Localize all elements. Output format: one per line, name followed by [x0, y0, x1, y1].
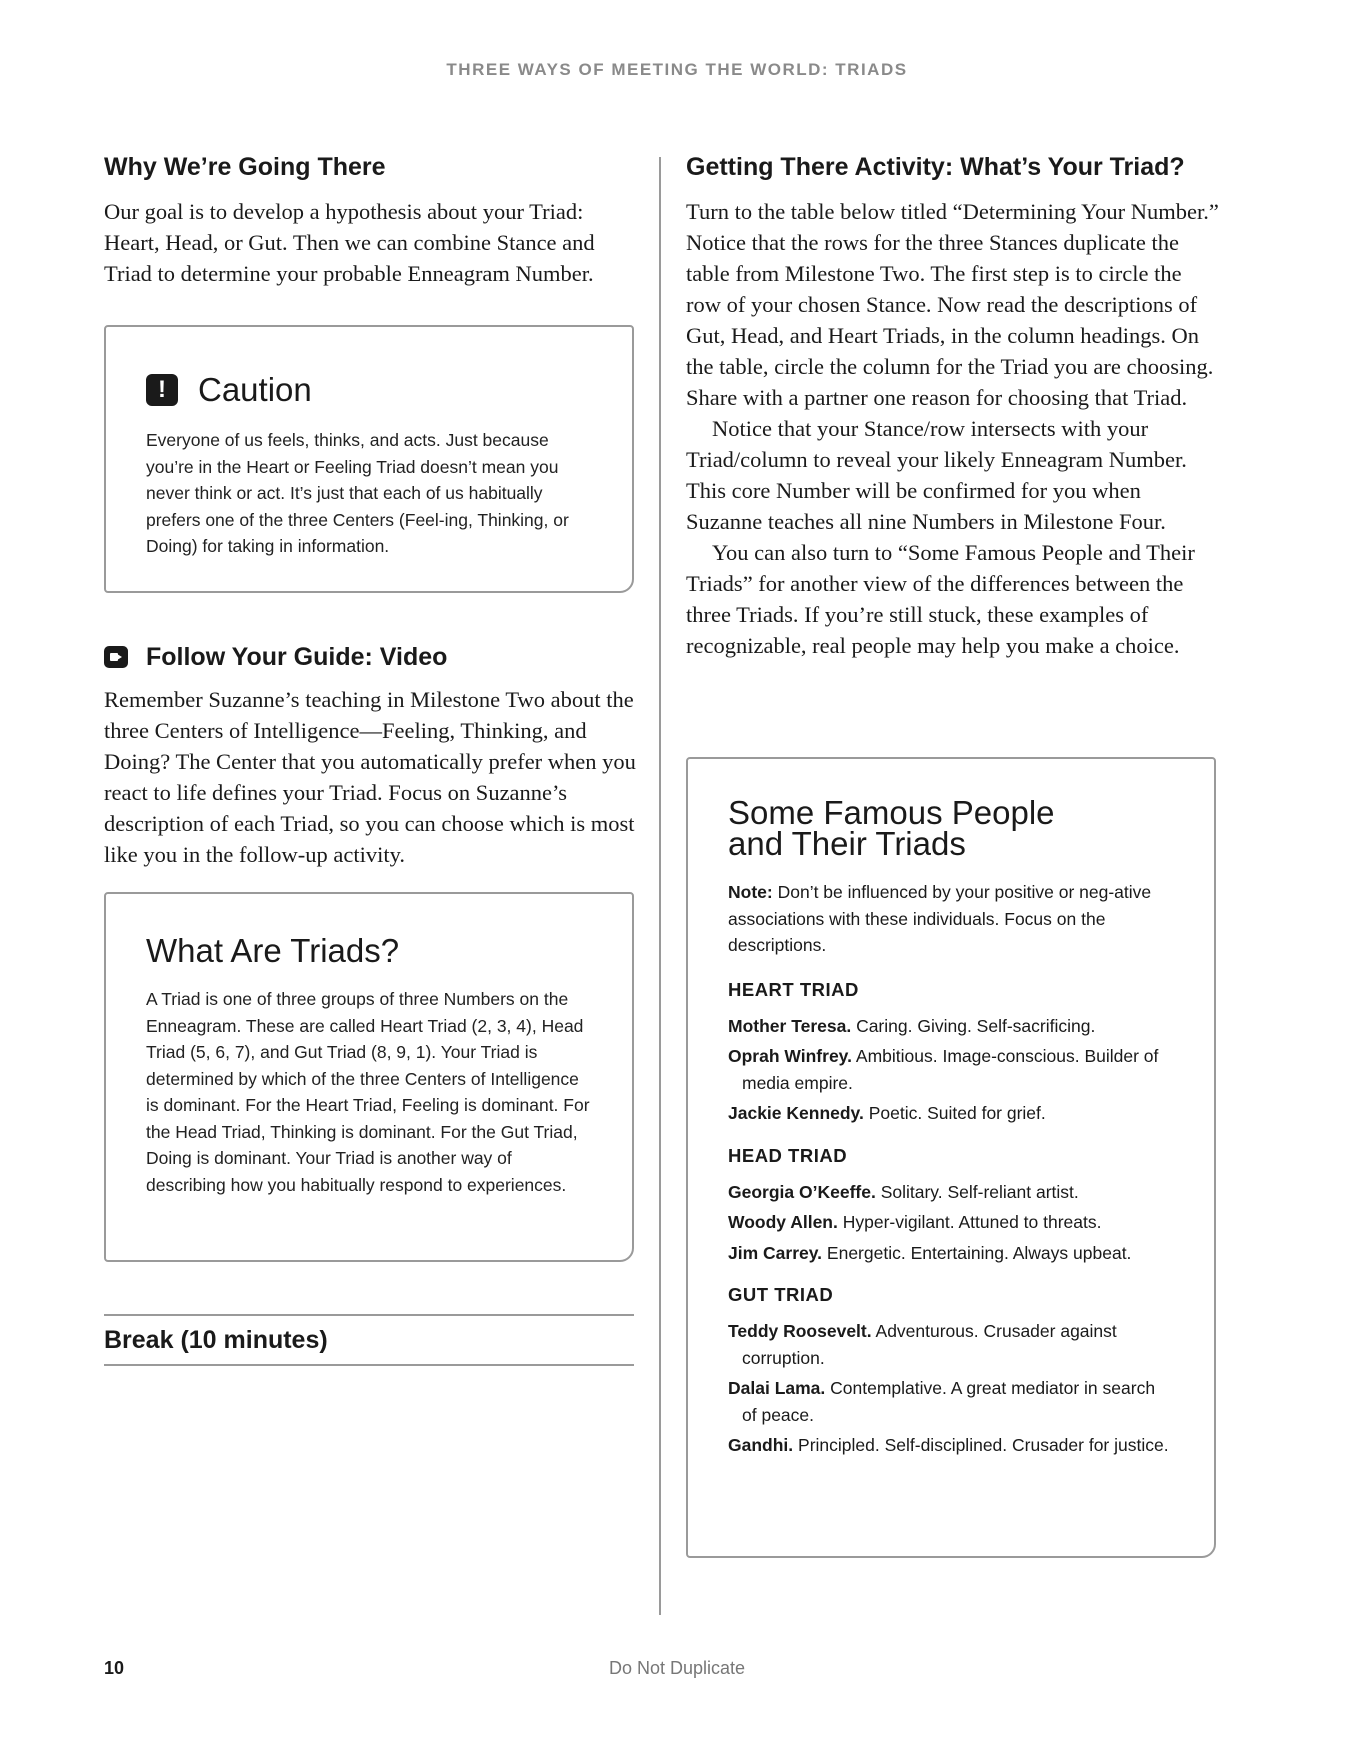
running-head: THREE WAYS OF MEETING THE WORLD: TRIADS [446, 60, 908, 79]
person-name: Jackie Kennedy. [728, 1103, 864, 1123]
video-heading: Follow Your Guide: Video [146, 643, 448, 671]
triads-box-text: A Triad is one of three groups of three Numbers on the Enneagram. These are called Heart Triad (2, 3, 4), Head Triad (5, 6, 7), and Gut Triad (8, 9, 1). Your Triad is determined by which of the three Centers of Intelligence is dominant. For the Heart Triad, Feeling is dominant. For the Head Triad, Thinking is dominant. For the Gut Triad, Doing is dominant. Your Triad is another way of describing how you habitually respond to experiences. [146, 989, 590, 1195]
person-entry [728, 1100, 1174, 1127]
video-section-header [104, 642, 447, 672]
break-heading: Break (10 minutes) [104, 1326, 328, 1354]
note-text: Don’t be influenced by your positive or neg-ative associations with these individuals. Focus on the descriptions. [728, 882, 1152, 955]
person-entry [728, 1318, 1174, 1371]
famous-title [728, 794, 1174, 862]
activity-para-3: You can also turn to “Some Famous People and Their Triads” for another view of the differences between the three Triads. If you’re still stuck, these examples of recognizable, real people may help you make a choice. [686, 540, 1195, 658]
person-entry [728, 1179, 1174, 1206]
break-bar [104, 1314, 634, 1366]
triad-label: HEAD TRIAD [728, 1144, 848, 1166]
person-desc: Adventurous. Crusader against corruption. [742, 1321, 1117, 1368]
page-number: 10 [104, 1658, 125, 1678]
person-desc: Poetic. Suited for grief. [868, 1103, 1046, 1123]
video-text: Remember Suzanne’s teaching in Milestone Two about the three Centers of Intelligence—Feeling, Thinking, and Doing? The Center that you automatically prefer when you react to life defines your Triad. Focus on Suzanne’s description of each Triad, so you can choose which is most like you in the follow-up activity. [104, 687, 636, 867]
what-are-triads-box [104, 892, 634, 1262]
person-name: Teddy Roosevelt. [728, 1321, 872, 1341]
person-desc: Hyper-vigilant. Attuned to threats. [842, 1212, 1102, 1232]
gut-triad-group [728, 1282, 1174, 1459]
person-entry [728, 1240, 1174, 1267]
caution-text: Everyone of us feels, thinks, and acts. Just because you’re in the Heart or Feeling Triad doesn’t mean you never think or act. It’s just that each of us habitually prefers one of the three Centers (Feel-ing, Thinking, or Doing) for taking in information. [146, 430, 569, 556]
famous-people-box [686, 757, 1216, 1558]
caution-icon: ! [146, 374, 178, 406]
note-label: Note: [728, 882, 773, 902]
triads-box-title: What Are Triads? [146, 932, 400, 969]
person-desc: Principled. Self-disciplined. Crusader for justice. [798, 1435, 1169, 1455]
person-entry [728, 1375, 1174, 1428]
person-entry [728, 1043, 1174, 1096]
person-name: Gandhi. [728, 1435, 794, 1455]
why-heading: Why We’re Going There [104, 153, 386, 181]
famous-title-line-1: Some Famous People [728, 794, 1055, 831]
person-desc: Solitary. Self-reliant artist. [880, 1181, 1079, 1202]
left-column [104, 152, 636, 1354]
caution-title: Caution [198, 371, 312, 408]
person-entry [728, 1013, 1174, 1040]
triad-label: HEART TRIAD [728, 978, 859, 1000]
person-desc: Energetic. Entertaining. Always upbeat. [826, 1242, 1132, 1263]
person-name: Dalai Lama. [728, 1378, 826, 1398]
person-desc: Ambitious. Image-conscious. Builder of media empire. [742, 1046, 1159, 1093]
head-triad-group [728, 1143, 1174, 1267]
activity-para-2: Notice that your Stance/row intersects with your Triad/column to reveal your likely Enneagram Number. This core Number will be confirmed for you when Suzanne teaches all nine Numbers in Milestone Four. [686, 416, 1187, 534]
famous-title-line-2: and Their Triads [728, 825, 966, 862]
right-column [686, 152, 1219, 1455]
person-name: Mother Teresa. [728, 1015, 852, 1036]
person-desc: Contemplative. A great mediator in search of peace. [742, 1378, 1156, 1425]
heart-triad-group [728, 977, 1174, 1127]
caution-box [104, 325, 634, 593]
triad-label: GUT TRIAD [728, 1284, 834, 1305]
person-desc: Caring. Giving. Self-sacrificing. [856, 1015, 1096, 1036]
video-camera-icon [104, 646, 128, 668]
person-entry [728, 1432, 1174, 1459]
activity-heading: Getting There Activity: What’s Your Triad? [686, 153, 1185, 181]
famous-note [728, 879, 1174, 959]
why-text: Our goal is to develop a hypothesis about your Triad: Heart, Head, or Gut. Then we can combine Stance and Triad to determine your probable Enneagram Number. [104, 199, 595, 286]
person-name: Woody Allen. [728, 1212, 838, 1232]
footer-notice: Do Not Duplicate [608, 1658, 746, 1678]
column-divider [659, 157, 661, 1615]
person-entry [728, 1209, 1174, 1236]
person-name: Oprah Winfrey. [728, 1046, 852, 1066]
person-name: Jim Carrey. [728, 1242, 823, 1263]
person-name: Georgia O’Keeffe. [728, 1181, 876, 1202]
activity-para-1: Turn to the table below titled “Determining Your Number.” Notice that the rows for the three Stances duplicate the table from Milestone Two. The first step is to circle the row of your chosen Stance. Now read the descriptions of Gut, Head, and Heart Triads, in the column headings. On the table, circle the column for the Triad you are choosing. Share with a partner one reason for choosing that Triad. [686, 199, 1219, 410]
